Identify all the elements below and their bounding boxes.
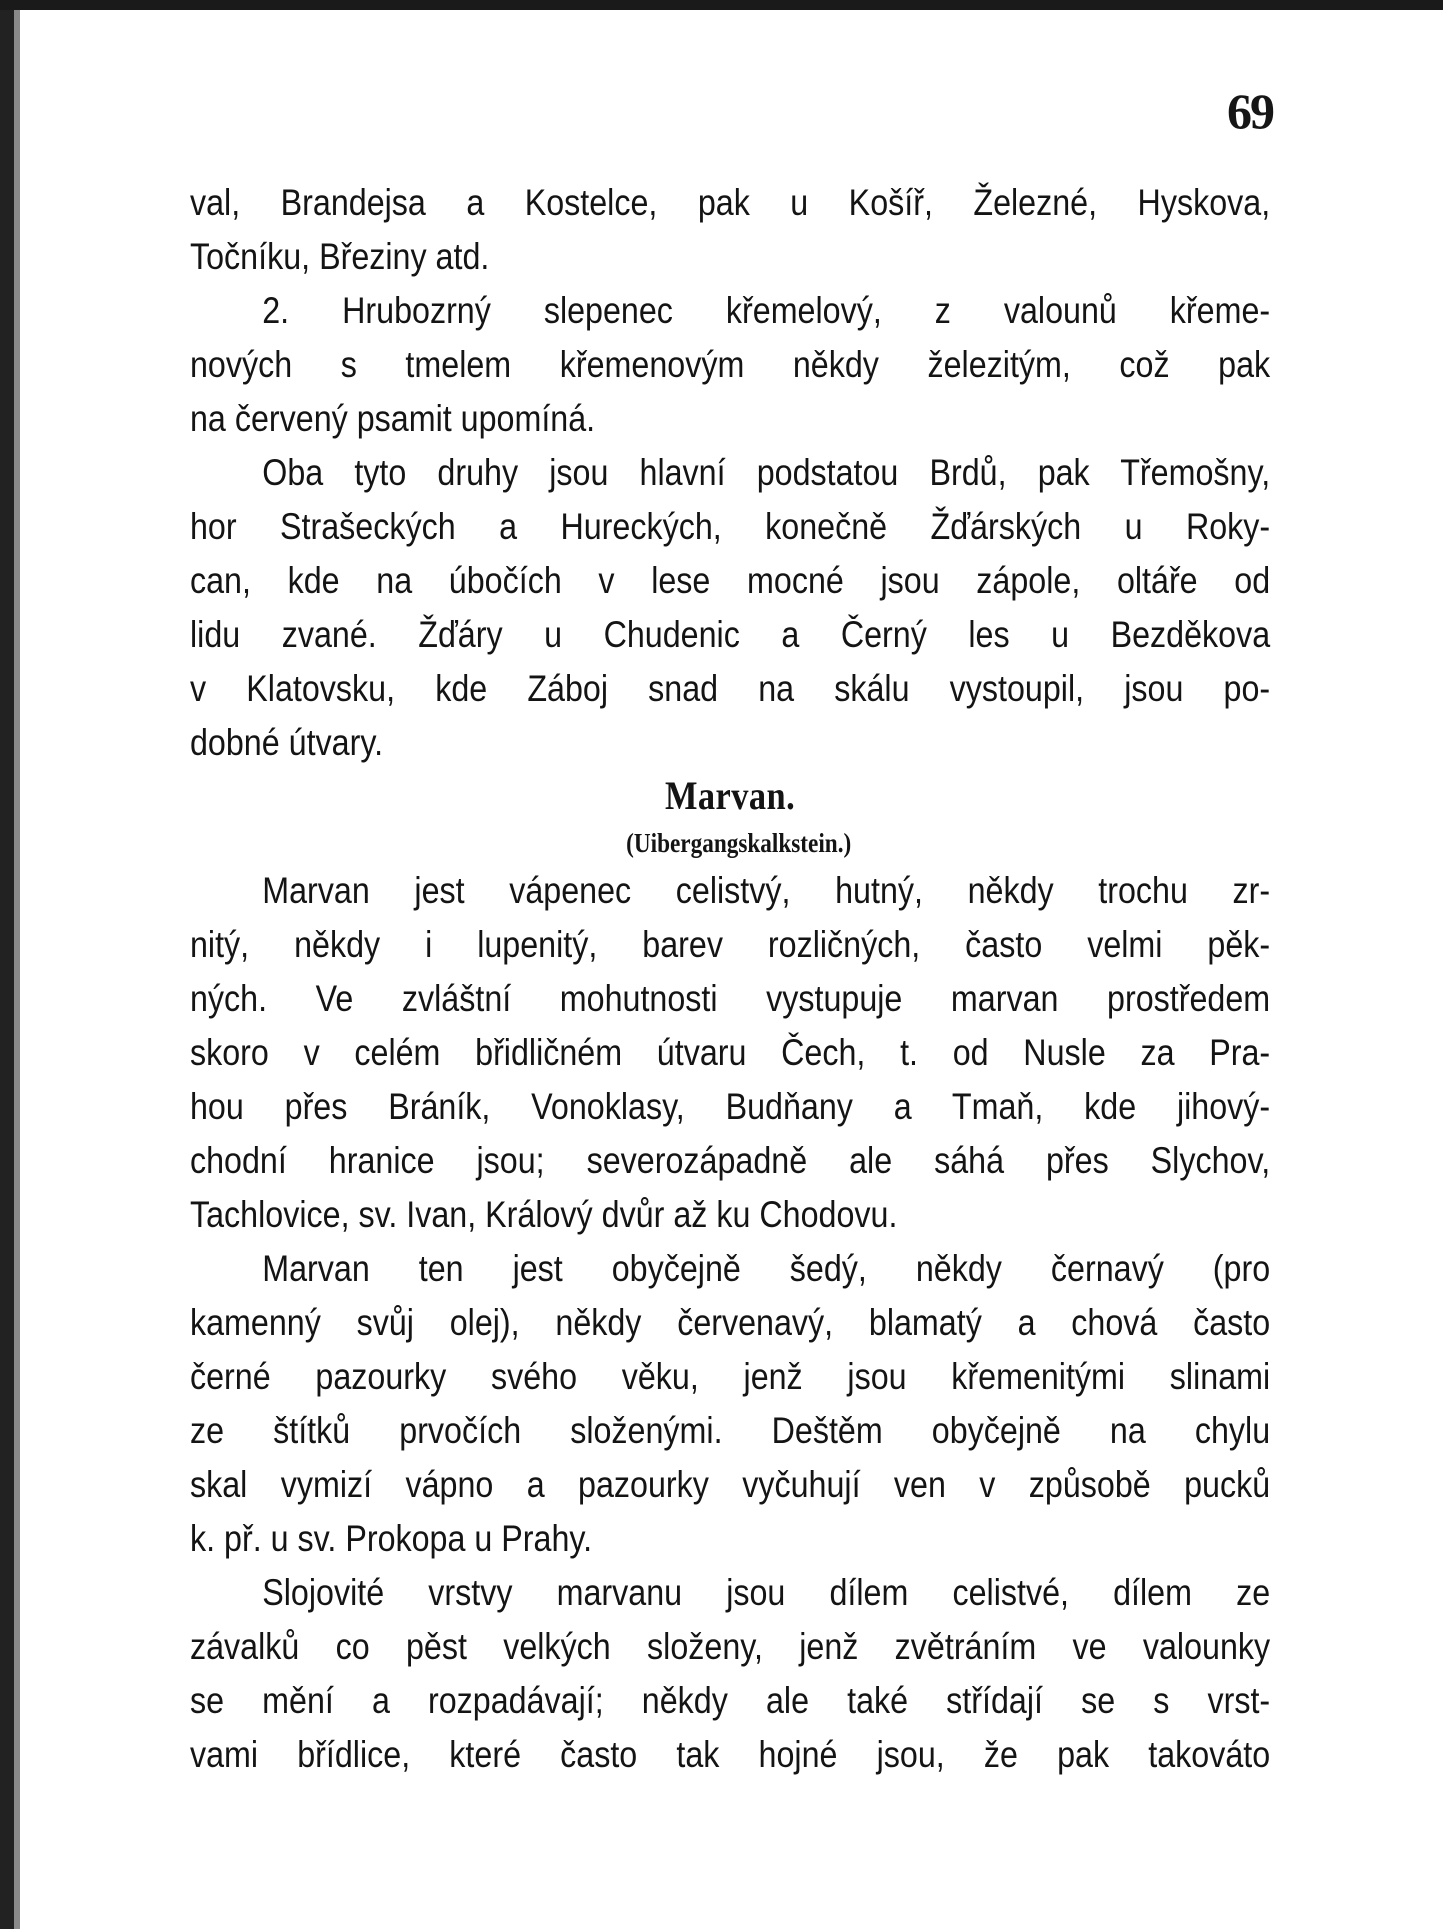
text-line: v Klatovsku, kde Záboj snad na skálu vystoupil, jsou po- [190,667,1271,709]
text-line: chodní hranice jsou; severozápadně ale sáhá přes Slychov, [190,1139,1271,1181]
text-line: Slojovité vrstvy marvanu jsou dílem celistvé, dílem ze [262,1571,1271,1613]
text-line: nitý, někdy i lupenitý, barev rozličných, často velmi pěk- [190,923,1271,965]
section-title: Marvan. [665,773,796,818]
page-number: 69 [1227,83,1273,139]
text-line: Točníku, Březiny atd. [190,235,490,277]
text-line: se mění a rozpadávají; někdy ale také střídají se s vrst- [190,1679,1271,1721]
binding-edge-shadow [14,10,20,1929]
text-line: skal vymizí vápno a pazourky vyčuhují ven v způsobě pucků [190,1463,1271,1505]
binding-edge [0,10,14,1929]
text-line: Oba tyto druhy jsou hlavní podstatou Brdů, pak Třemošny, [262,451,1271,493]
text-line: Marvan ten jest obyčejně šedý, někdy černavý (pro [262,1247,1271,1289]
text-line: na červený psamit upomíná. [190,397,596,439]
text-line: ných. Ve zvláštní mohutnosti vystupuje marvan prostředem [190,977,1271,1019]
text-line: vami břídlice, které často tak hojné jsou, že pak takováto [190,1733,1271,1775]
text-line: závalků co pěst velkých složeny, jenž zvětráním ve valounky [190,1625,1271,1667]
text-line: lidu zvané. Žďáry u Chudenic a Černý les u Bezděkova [190,613,1271,655]
text-line: can, kde na úbočích v lese mocné jsou zápole, oltáře od [190,559,1271,601]
text-line: černé pazourky svého věku, jenž jsou křemenitými slinami [190,1355,1271,1397]
text-line: hor Strašeckých a Hureckých, konečně Žďárských u Roky- [190,505,1271,547]
text-line: dobné útvary. [190,721,384,763]
body-text [190,175,1270,1781]
text-line: kamenný svůj olej), někdy červenavý, blamatý a chová často [190,1301,1271,1343]
text-line: ze štítků prvočích složenými. Deštěm obyčejně na chylu [190,1409,1271,1451]
text-line: nových s tmelem křemenovým někdy železitým, což pak [190,343,1271,385]
text-line: k. př. u sv. Prokopa u Prahy. [190,1517,593,1559]
text-line: 2. Hrubozrný slepenec křemelový, z valounů křeme- [262,289,1271,331]
section-subtitle: (Uibergangskalkstein.) [626,828,852,858]
text-line: Marvan jest vápenec celistvý, hutný, někdy trochu zr- [262,869,1271,911]
text-line: hou přes Bráník, Vonoklasy, Budňany a Tmaň, kde jihový- [190,1085,1271,1127]
text-line: skoro v celém břidličném útvaru Čech, t. od Nusle za Pra- [190,1031,1271,1073]
text-line: Tachlovice, sv. Ivan, Králový dvůr až ku Chodovu. [190,1193,898,1235]
text-line: val, Brandejsa a Kostelce, pak u Košíř, Železné, Hyskova, [190,181,1271,223]
